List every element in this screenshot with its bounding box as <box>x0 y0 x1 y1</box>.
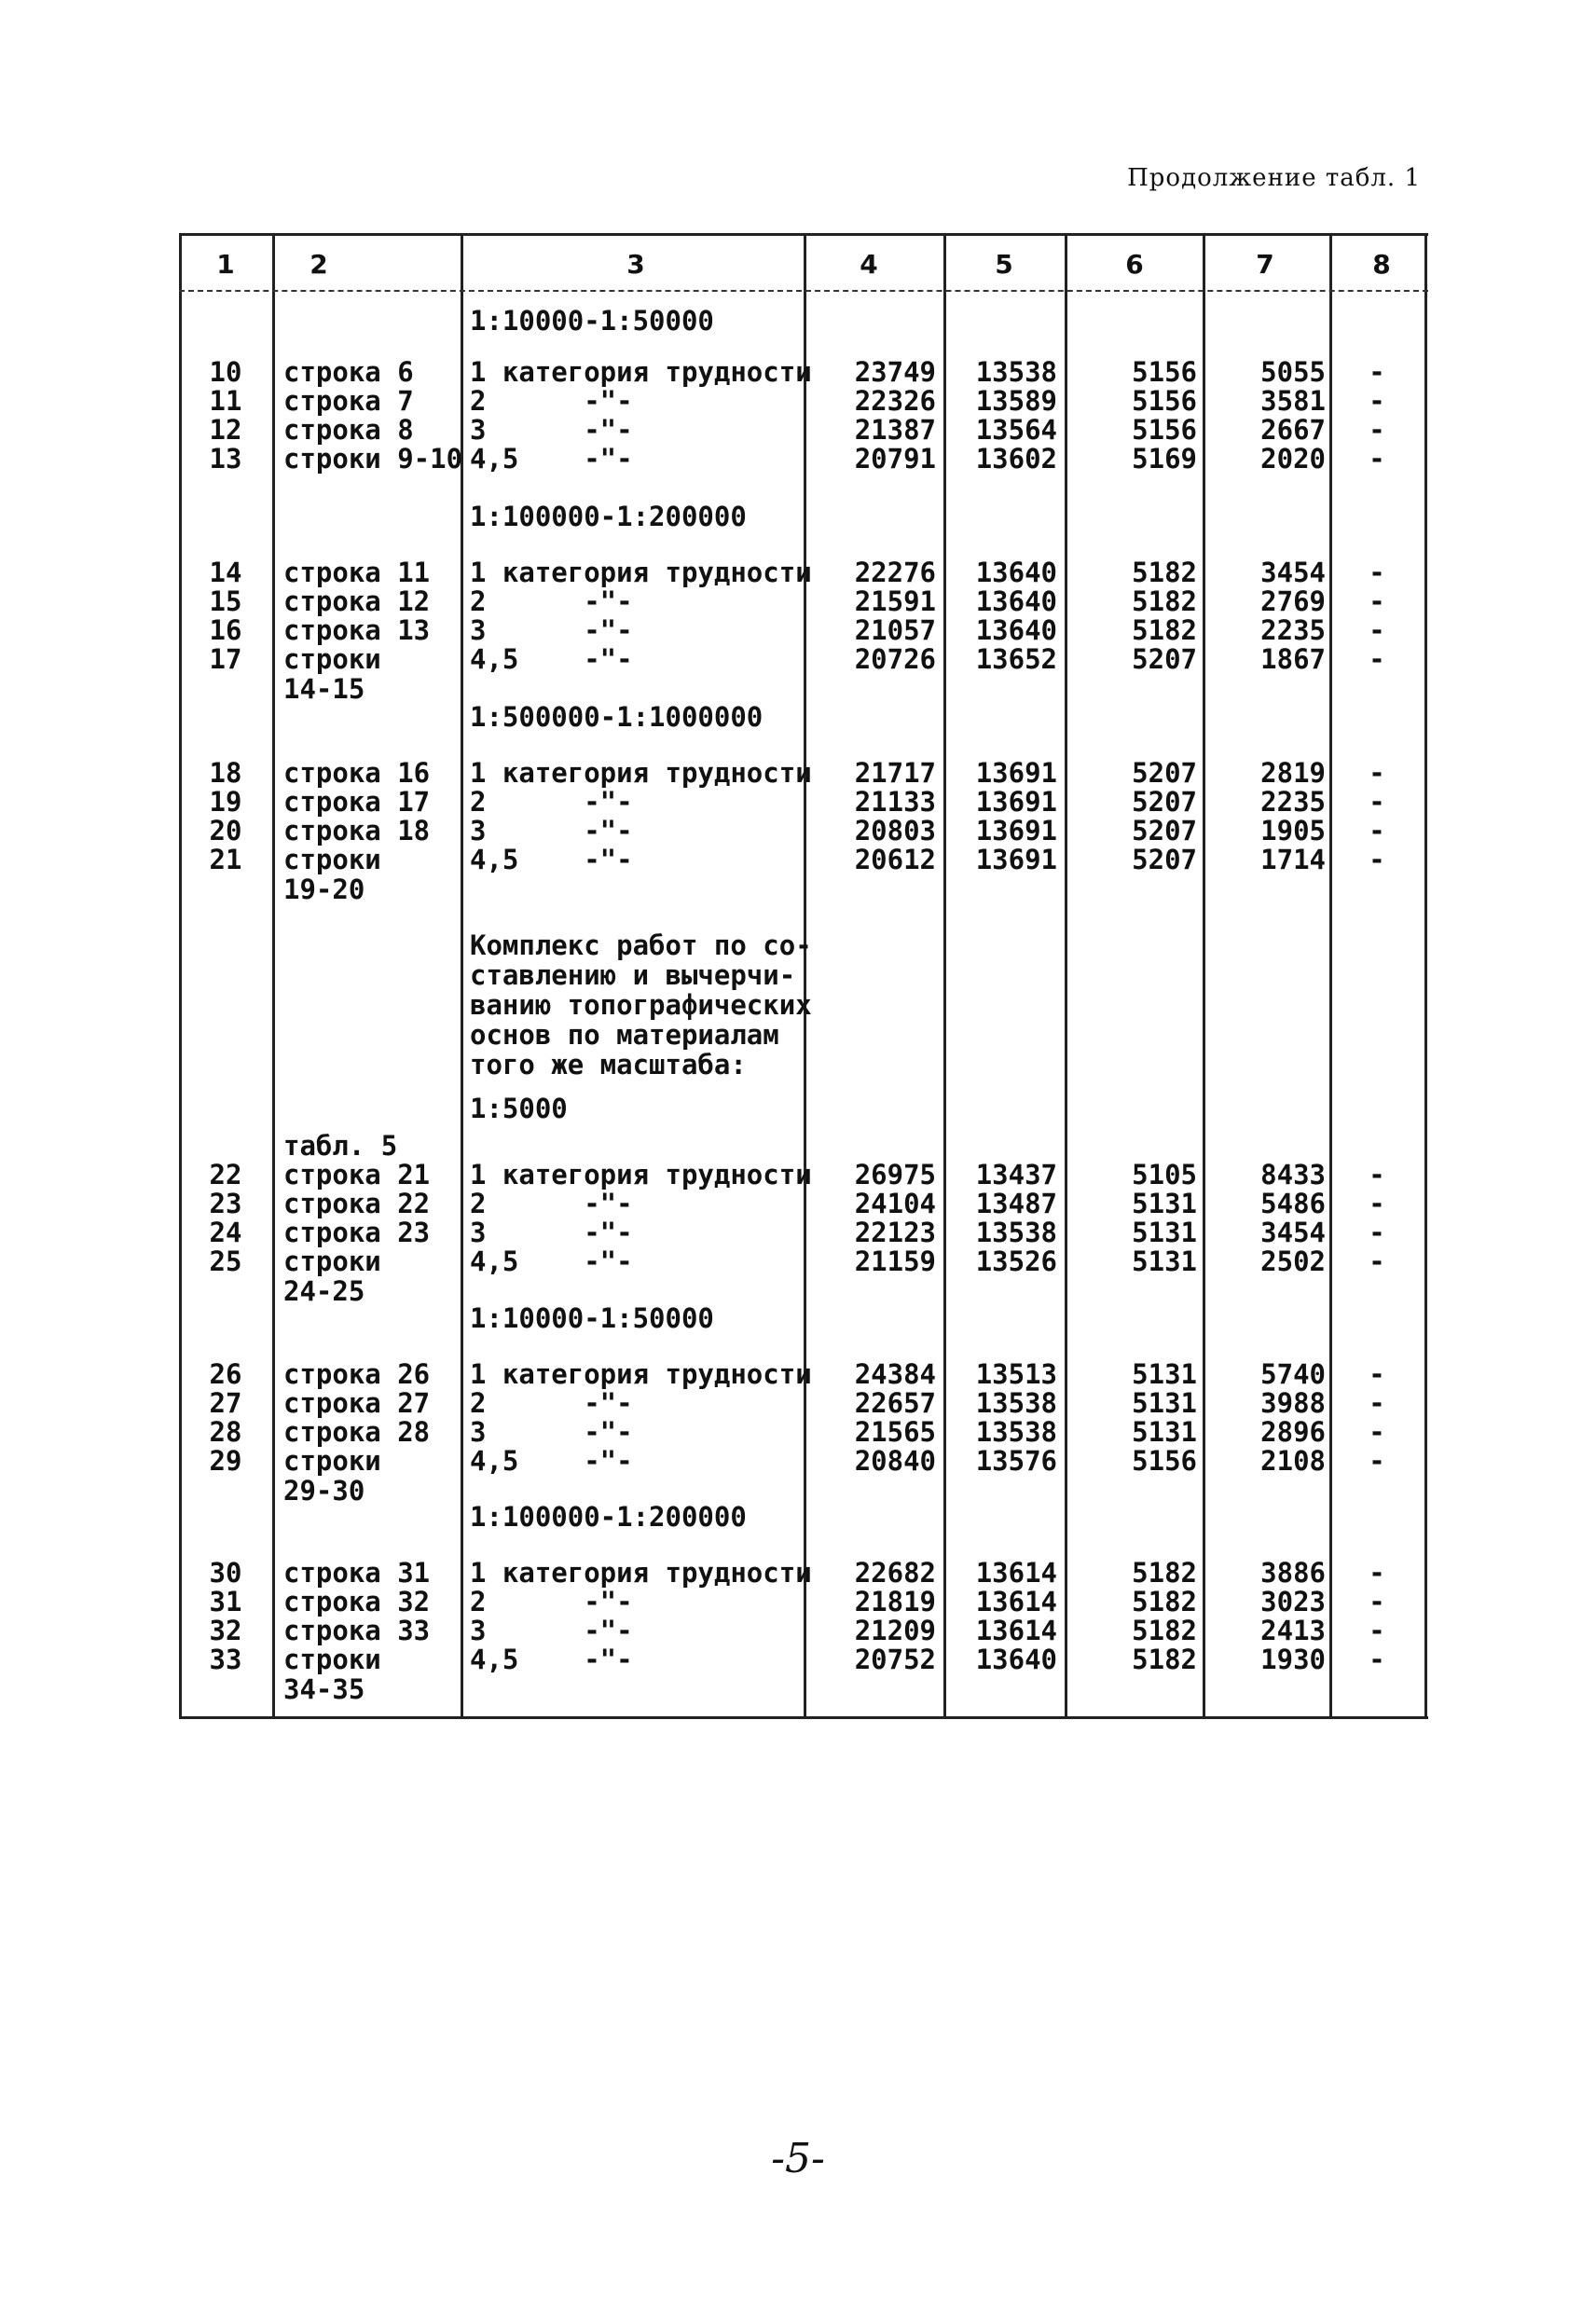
value-col7: 3886 <box>1260 1557 1326 1589</box>
value-col5: 13589 <box>975 385 1057 417</box>
value-col4: 21565 <box>854 1416 936 1448</box>
difficulty-category: 3 -"- <box>470 1217 633 1248</box>
difficulty-category: 4,5 -"- <box>470 643 633 675</box>
row-number: 33 <box>209 1644 242 1675</box>
row-number: 28 <box>209 1416 242 1448</box>
value-col7: 2235 <box>1260 786 1326 818</box>
difficulty-category: 4,5 -"- <box>470 1644 633 1675</box>
difficulty-category: 2 -"- <box>470 385 633 417</box>
column-header: 6 <box>1125 249 1144 280</box>
value-col8: - <box>1369 815 1385 846</box>
table-border-right <box>1424 236 1427 1716</box>
value-col5: 13614 <box>975 1615 1057 1646</box>
row-reference: строка 26 <box>283 1358 431 1390</box>
value-col5: 13576 <box>975 1445 1057 1477</box>
row-reference: строка 7 <box>283 385 414 417</box>
value-col6: 5156 <box>1132 414 1197 446</box>
row-reference: строки 19-20 <box>283 844 381 905</box>
difficulty-category: 3 -"- <box>470 614 633 646</box>
column-header: 2 <box>310 249 328 280</box>
value-col4: 22657 <box>854 1387 936 1419</box>
value-col7: 5486 <box>1260 1188 1326 1219</box>
value-col5: 13538 <box>975 1416 1057 1448</box>
value-col4: 20752 <box>854 1644 936 1675</box>
difficulty-category: 1 категория трудности <box>470 1557 812 1589</box>
value-col8: - <box>1369 1557 1385 1589</box>
value-col6: 5207 <box>1132 643 1197 675</box>
table-reference-note: табл. 5 <box>283 1130 398 1162</box>
value-col4: 21159 <box>854 1245 936 1277</box>
difficulty-category: 3 -"- <box>470 815 633 846</box>
value-col6: 5207 <box>1132 786 1197 818</box>
section-heading: Комплекс работ по со- ставлению и вычерчи- ванию топографических основ по материалам того же масштаба: <box>470 929 812 1080</box>
row-reference: строка 23 <box>283 1217 431 1248</box>
row-reference: строка 6 <box>283 356 414 388</box>
value-col8: - <box>1369 1387 1385 1419</box>
value-col6: 5207 <box>1132 844 1197 875</box>
value-col4: 20726 <box>854 643 936 675</box>
row-reference: строка 13 <box>283 614 431 646</box>
row-reference: строка 16 <box>283 757 431 789</box>
value-col8: - <box>1369 1188 1385 1219</box>
section-heading: 1:10000-1:50000 <box>470 1302 714 1334</box>
row-number: 11 <box>209 385 242 417</box>
value-col7: 2413 <box>1260 1615 1326 1646</box>
value-col4: 22326 <box>854 385 936 417</box>
row-reference: строка 18 <box>283 815 431 846</box>
value-col4: 22123 <box>854 1217 936 1248</box>
value-col8: - <box>1369 557 1385 588</box>
difficulty-category: 4,5 -"- <box>470 1245 633 1277</box>
value-col7: 1905 <box>1260 815 1326 846</box>
value-col6: 5131 <box>1132 1188 1197 1219</box>
row-number: 26 <box>209 1358 242 1390</box>
value-col7: 2108 <box>1260 1445 1326 1477</box>
row-reference: строки 29-30 <box>283 1445 381 1507</box>
value-col5: 13640 <box>975 557 1057 588</box>
value-col5: 13614 <box>975 1586 1057 1617</box>
row-number: 22 <box>209 1159 242 1190</box>
value-col8: - <box>1369 385 1385 417</box>
value-col8: - <box>1369 614 1385 646</box>
value-col7: 3023 <box>1260 1586 1326 1617</box>
value-col4: 26975 <box>854 1159 936 1190</box>
value-col4: 20791 <box>854 443 936 475</box>
value-col7: 8433 <box>1260 1159 1326 1190</box>
value-col5: 13640 <box>975 585 1057 617</box>
header-separator <box>179 290 1428 292</box>
row-reference: строка 8 <box>283 414 414 446</box>
value-col4: 24104 <box>854 1188 936 1219</box>
value-col7: 2896 <box>1260 1416 1326 1448</box>
value-col7: 5740 <box>1260 1358 1326 1390</box>
row-number: 12 <box>209 414 242 446</box>
difficulty-category: 1 категория трудности <box>470 1358 812 1390</box>
value-col5: 13691 <box>975 844 1057 875</box>
difficulty-category: 1 категория трудности <box>470 757 812 789</box>
row-number: 20 <box>209 815 242 846</box>
value-col5: 13614 <box>975 1557 1057 1589</box>
value-col8: - <box>1369 1615 1385 1646</box>
value-col7: 3581 <box>1260 385 1326 417</box>
difficulty-category: 3 -"- <box>470 1416 633 1448</box>
value-col4: 21717 <box>854 757 936 789</box>
value-col5: 13538 <box>975 1217 1057 1248</box>
row-reference: строки 14-15 <box>283 643 381 705</box>
value-col5: 13691 <box>975 757 1057 789</box>
table-border-left <box>179 236 182 1716</box>
row-reference: строка 11 <box>283 557 431 588</box>
row-reference: строка 22 <box>283 1188 431 1219</box>
data-table <box>179 233 1428 1719</box>
row-reference: строка 21 <box>283 1159 431 1190</box>
row-number: 25 <box>209 1245 242 1277</box>
value-col4: 21387 <box>854 414 936 446</box>
row-reference: строки 9-10 <box>283 443 463 475</box>
value-col7: 5055 <box>1260 356 1326 388</box>
section-heading: 1:100000-1:200000 <box>470 1501 747 1533</box>
value-col8: - <box>1369 844 1385 875</box>
row-number: 15 <box>209 585 242 617</box>
value-col5: 13652 <box>975 643 1057 675</box>
section-heading: 1:5000 <box>470 1093 568 1124</box>
value-col4: 24384 <box>854 1358 936 1390</box>
page-number: -5- <box>771 2135 825 2182</box>
section-heading: 1:500000-1:1000000 <box>470 701 764 733</box>
value-col8: - <box>1369 1445 1385 1477</box>
table-caption: Продолжение табл. 1 <box>1127 164 1421 192</box>
value-col6: 5156 <box>1132 1445 1197 1477</box>
column-divider <box>272 236 275 1716</box>
value-col7: 3454 <box>1260 1217 1326 1248</box>
row-number: 32 <box>209 1615 242 1646</box>
value-col6: 5105 <box>1132 1159 1197 1190</box>
column-header: 8 <box>1372 249 1391 280</box>
value-col5: 13564 <box>975 414 1057 446</box>
value-col5: 13691 <box>975 815 1057 846</box>
column-header: 1 <box>216 249 235 280</box>
value-col4: 22276 <box>854 557 936 588</box>
row-reference: строка 28 <box>283 1416 431 1448</box>
value-col4: 20840 <box>854 1445 936 1477</box>
value-col7: 2667 <box>1260 414 1326 446</box>
row-number: 13 <box>209 443 242 475</box>
value-col5: 13602 <box>975 443 1057 475</box>
value-col8: - <box>1369 414 1385 446</box>
row-number: 10 <box>209 356 242 388</box>
value-col4: 23749 <box>854 356 936 388</box>
value-col6: 5182 <box>1132 614 1197 646</box>
value-col4: 21209 <box>854 1615 936 1646</box>
value-col6: 5207 <box>1132 815 1197 846</box>
difficulty-category: 4,5 -"- <box>470 1445 633 1477</box>
row-reference: строка 33 <box>283 1615 431 1646</box>
value-col8: - <box>1369 1159 1385 1190</box>
value-col7: 2819 <box>1260 757 1326 789</box>
value-col6: 5207 <box>1132 757 1197 789</box>
difficulty-category: 1 категория трудности <box>470 1159 812 1190</box>
value-col4: 20803 <box>854 815 936 846</box>
value-col5: 13513 <box>975 1358 1057 1390</box>
value-col8: - <box>1369 1358 1385 1390</box>
row-number: 17 <box>209 643 242 675</box>
row-number: 14 <box>209 557 242 588</box>
value-col8: - <box>1369 585 1385 617</box>
value-col5: 13437 <box>975 1159 1057 1190</box>
row-reference: строка 17 <box>283 786 431 818</box>
value-col8: - <box>1369 1644 1385 1675</box>
value-col5: 13640 <box>975 614 1057 646</box>
value-col6: 5156 <box>1132 356 1197 388</box>
difficulty-category: 2 -"- <box>470 786 633 818</box>
value-col5: 13640 <box>975 1644 1057 1675</box>
difficulty-category: 2 -"- <box>470 1188 633 1219</box>
value-col5: 13526 <box>975 1245 1057 1277</box>
row-reference: строки 24-25 <box>283 1245 381 1307</box>
value-col8: - <box>1369 1586 1385 1617</box>
value-col6: 5131 <box>1132 1416 1197 1448</box>
value-col6: 5182 <box>1132 1557 1197 1589</box>
value-col6: 5169 <box>1132 443 1197 475</box>
row-reference: строка 12 <box>283 585 431 617</box>
value-col5: 13538 <box>975 356 1057 388</box>
value-col5: 13487 <box>975 1188 1057 1219</box>
value-col7: 3454 <box>1260 557 1326 588</box>
difficulty-category: 4,5 -"- <box>470 844 633 875</box>
difficulty-category: 4,5 -"- <box>470 443 633 475</box>
difficulty-category: 1 категория трудности <box>470 356 812 388</box>
value-col7: 2235 <box>1260 614 1326 646</box>
value-col6: 5131 <box>1132 1217 1197 1248</box>
column-header: 3 <box>626 249 645 280</box>
value-col4: 21591 <box>854 585 936 617</box>
section-heading: 1:10000-1:50000 <box>470 305 714 337</box>
difficulty-category: 2 -"- <box>470 1586 633 1617</box>
value-col5: 13691 <box>975 786 1057 818</box>
value-col8: - <box>1369 643 1385 675</box>
difficulty-category: 3 -"- <box>470 414 633 446</box>
column-header: 4 <box>860 249 878 280</box>
value-col4: 21133 <box>854 786 936 818</box>
value-col8: - <box>1369 443 1385 475</box>
value-col8: - <box>1369 1416 1385 1448</box>
value-col8: - <box>1369 1245 1385 1277</box>
value-col7: 2020 <box>1260 443 1326 475</box>
value-col7: 1930 <box>1260 1644 1326 1675</box>
column-divider <box>1065 236 1067 1716</box>
value-col4: 22682 <box>854 1557 936 1589</box>
value-col7: 2769 <box>1260 585 1326 617</box>
value-col7: 2502 <box>1260 1245 1326 1277</box>
value-col6: 5156 <box>1132 385 1197 417</box>
row-number: 18 <box>209 757 242 789</box>
row-reference: строка 32 <box>283 1586 431 1617</box>
value-col7: 3988 <box>1260 1387 1326 1419</box>
value-col5: 13538 <box>975 1387 1057 1419</box>
row-number: 30 <box>209 1557 242 1589</box>
column-divider <box>943 236 946 1716</box>
value-col4: 20612 <box>854 844 936 875</box>
difficulty-category: 2 -"- <box>470 1387 633 1419</box>
value-col6: 5182 <box>1132 585 1197 617</box>
value-col8: - <box>1369 1217 1385 1248</box>
row-number: 19 <box>209 786 242 818</box>
value-col8: - <box>1369 786 1385 818</box>
value-col8: - <box>1369 356 1385 388</box>
column-header: 7 <box>1256 249 1274 280</box>
value-col6: 5182 <box>1132 1615 1197 1646</box>
difficulty-category: 2 -"- <box>470 585 633 617</box>
section-heading: 1:100000-1:200000 <box>470 501 747 532</box>
row-number: 23 <box>209 1188 242 1219</box>
row-number: 29 <box>209 1445 242 1477</box>
row-reference: строка 27 <box>283 1387 431 1419</box>
row-reference: строки 34-35 <box>283 1644 381 1705</box>
row-number: 21 <box>209 844 242 875</box>
column-divider <box>1329 236 1332 1716</box>
value-col8: - <box>1369 757 1385 789</box>
row-number: 24 <box>209 1217 242 1248</box>
value-col6: 5131 <box>1132 1245 1197 1277</box>
column-divider <box>1203 236 1205 1716</box>
difficulty-category: 1 категория трудности <box>470 557 812 588</box>
value-col6: 5131 <box>1132 1358 1197 1390</box>
difficulty-category: 3 -"- <box>470 1615 633 1646</box>
value-col6: 5131 <box>1132 1387 1197 1419</box>
row-number: 16 <box>209 614 242 646</box>
value-col4: 21057 <box>854 614 936 646</box>
row-reference: строка 31 <box>283 1557 431 1589</box>
row-number: 27 <box>209 1387 242 1419</box>
value-col6: 5182 <box>1132 557 1197 588</box>
value-col6: 5182 <box>1132 1586 1197 1617</box>
column-header: 5 <box>995 249 1013 280</box>
row-number: 31 <box>209 1586 242 1617</box>
value-col7: 1714 <box>1260 844 1326 875</box>
value-col7: 1867 <box>1260 643 1326 675</box>
value-col4: 21819 <box>854 1586 936 1617</box>
value-col6: 5182 <box>1132 1644 1197 1675</box>
